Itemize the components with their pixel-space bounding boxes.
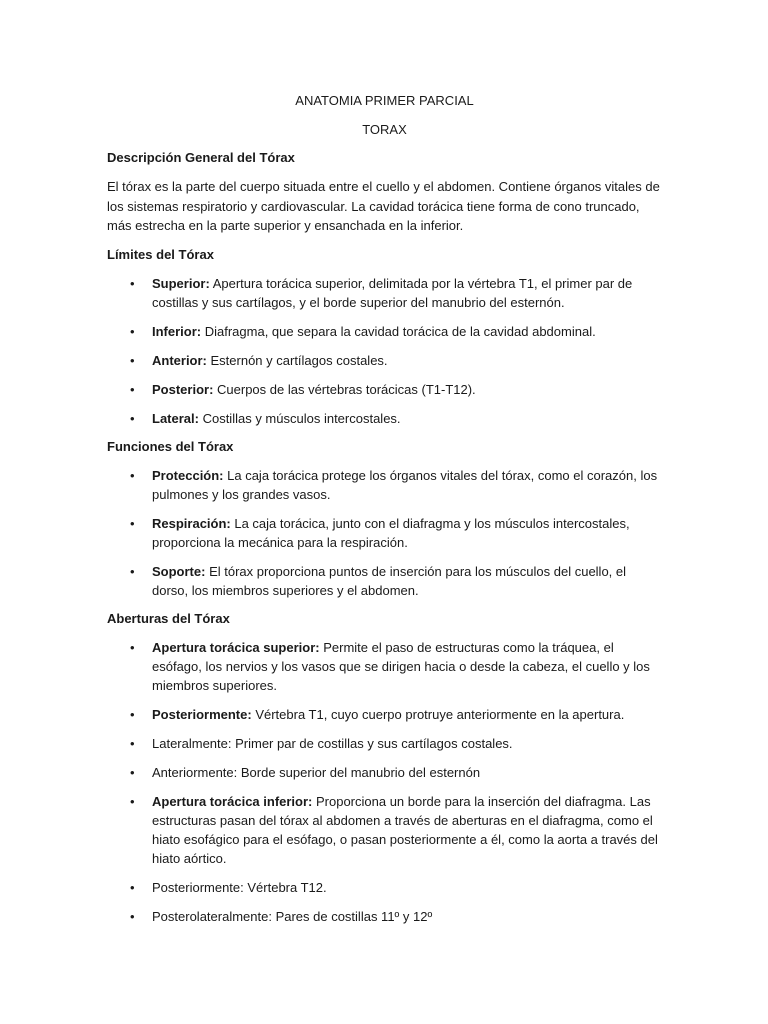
list-item	[107, 562, 662, 600]
heading-descripcion: Descripción General del Tórax	[107, 150, 295, 165]
list-item	[107, 734, 662, 753]
item-text: Diafragma, que separa la cavidad torácica de la cavidad abdominal.	[201, 323, 596, 339]
list-item	[107, 351, 662, 370]
item-lead: Anterior:	[152, 352, 207, 368]
list-item	[107, 705, 662, 724]
item-text: La caja torácica protege los órganos vitales del tórax, como el corazón, los pulmones y los grandes vasos.	[152, 467, 658, 502]
bullet-icon: •	[130, 764, 135, 780]
item-lead: Posteriormente:	[152, 706, 252, 722]
item-lead: Inferior:	[152, 323, 202, 339]
bullet-icon: •	[130, 381, 135, 397]
item-text: Posteriormente: Vértebra T12.	[152, 879, 327, 895]
item-text: Apertura torácica superior, delimitada por la vértebra T1, el primer par de costillas y sus cartílagos, y el borde superior del manubrio del esternón.	[152, 275, 633, 310]
item-text: La caja torácica, junto con el diafragma y los músculos intercostales, proporciona la mecánica para la respiración.	[152, 515, 630, 550]
item-lead: Respiración:	[152, 515, 231, 531]
list-item	[107, 322, 662, 341]
item-lead: Posterior:	[152, 381, 214, 397]
item-text: Costillas y músculos intercostales.	[198, 410, 401, 426]
bullet-icon: •	[130, 467, 135, 483]
list-item	[107, 792, 662, 868]
bullet-icon: •	[130, 706, 135, 722]
item-lead: Soporte:	[152, 563, 206, 579]
item-lead: Apertura torácica inferior:	[152, 793, 313, 809]
document-title: ANATOMIA PRIMER PARCIAL	[295, 93, 474, 108]
list-item	[107, 466, 662, 504]
item-text: Posterolateralmente: Pares de costillas 11º y 12º	[152, 908, 433, 924]
list-aberturas	[107, 638, 662, 926]
list-funciones	[107, 466, 662, 600]
heading-aberturas: Aberturas del Tórax	[107, 610, 230, 626]
document-subtitle: TORAX	[362, 122, 407, 137]
bullet-icon: •	[130, 410, 135, 426]
item-text: Anteriormente: Borde superior del manubrio del esternón	[152, 764, 481, 780]
item-text: Esternón y cartílagos costales.	[206, 352, 388, 368]
bullet-icon: •	[130, 908, 135, 924]
list-limites	[107, 274, 662, 428]
item-text: Lateralmente: Primer par de costillas y sus cartílagos costales.	[152, 735, 513, 751]
list-item	[107, 380, 662, 399]
bullet-icon: •	[130, 515, 135, 531]
list-item	[107, 409, 662, 428]
list-item	[107, 638, 662, 695]
item-lead: Superior:	[152, 275, 210, 291]
list-item	[107, 878, 662, 897]
list-item	[107, 514, 662, 552]
bullet-icon: •	[130, 352, 135, 368]
item-lead: Protección:	[152, 467, 224, 483]
list-item	[107, 907, 662, 926]
bullet-icon: •	[130, 323, 135, 339]
bullet-icon: •	[130, 735, 135, 751]
bullet-icon: •	[130, 879, 135, 895]
list-item	[107, 763, 662, 782]
bullet-icon: •	[130, 793, 135, 809]
item-lead: Lateral:	[152, 410, 199, 426]
item-text: El tórax proporciona puntos de inserción para los músculos del cuello, el dorso, los miembros superiores y el abdomen.	[152, 563, 627, 598]
list-item	[107, 274, 662, 312]
bullet-icon: •	[130, 639, 135, 655]
paragraph-descripcion: El tórax es la parte del cuerpo situada entre el cuello y el abdomen. Contiene órganos vitales de los sistemas respiratorio y cardiovascular. La cavidad torácica tiene forma de cono truncado, más estrecha en la parte superior y ensanchada en la inferior.	[107, 179, 660, 233]
bullet-icon: •	[130, 275, 135, 291]
heading-funciones: Funciones del Tórax	[107, 438, 234, 454]
item-lead: Apertura torácica superior:	[152, 639, 320, 655]
item-text: Cuerpos de las vértebras torácicas (T1-T12).	[213, 381, 476, 397]
item-text: Permite el paso de estructuras como la tráquea, el esófago, los nervios y los vasos que se dirigen hacia o desde la cabeza, el cuello y los miembros superiores.	[152, 639, 650, 693]
item-text: Vértebra T1, cuyo cuerpo protruye anteriormente en la apertura.	[251, 706, 625, 722]
item-text: Proporciona un borde para la inserción del diafragma. Las estructuras pasan del tórax al abdomen a través de aberturas en el diafragma, como el hiato esofágico para el esófago, o pasan posteriormente a él, como la aorta a través del hiato aórtico.	[152, 793, 658, 866]
heading-limites: Límites del Tórax	[107, 246, 214, 262]
bullet-icon: •	[130, 563, 135, 579]
